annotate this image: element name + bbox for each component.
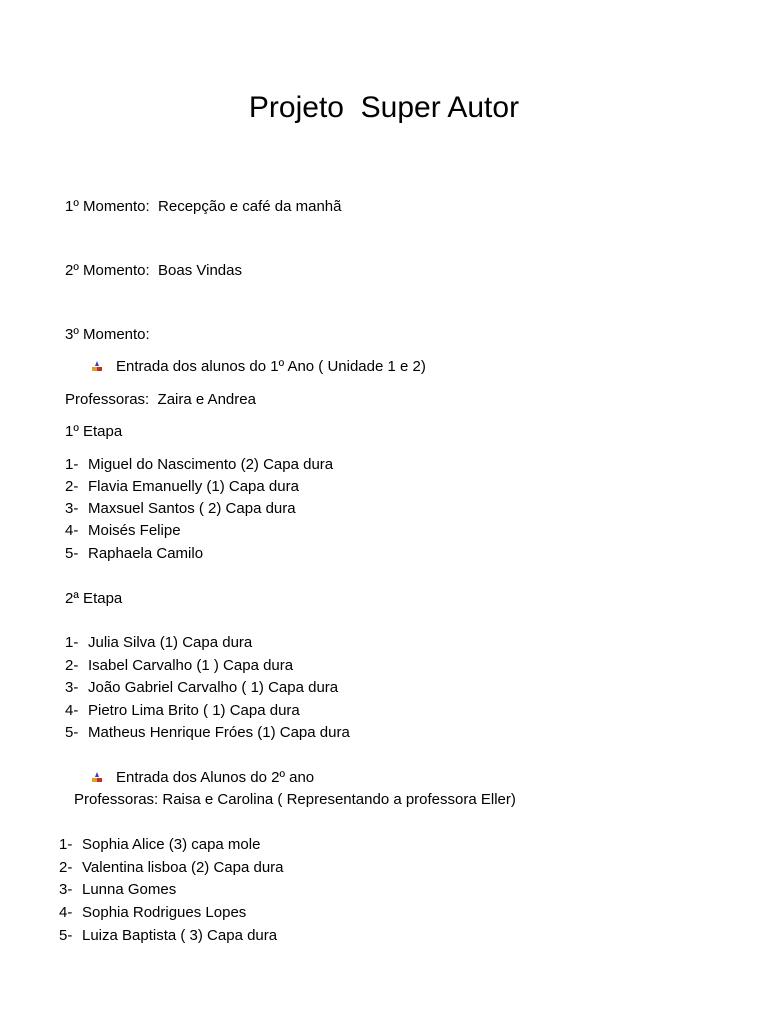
moment-3: 3º Momento:: [65, 326, 150, 343]
list-item: 1- Julia Silva (1) Capa dura: [65, 634, 253, 651]
bullet-arrow-icon: [91, 361, 103, 373]
list-item: 3- Lunna Gomes: [59, 881, 177, 898]
list-item: 2- Flavia Emanuelly (1) Capa dura: [65, 478, 299, 495]
list-item: 4- Moisés Felipe: [65, 522, 181, 539]
list-item: 1- Sophia Alice (3) capa mole: [59, 836, 261, 853]
moment-1: 1º Momento: Recepção e café da manhã: [65, 198, 342, 215]
list-item: 5- Matheus Henrique Fróes (1) Capa dura: [65, 724, 350, 741]
group2-teachers: Professoras: Raisa e Carolina ( Representando a professora Eller): [74, 791, 516, 808]
list-item: 3- João Gabriel Carvalho ( 1) Capa dura: [65, 679, 339, 696]
list-item: 2- Isabel Carvalho (1 ) Capa dura: [65, 657, 294, 674]
moment-2: 2º Momento: Boas Vindas: [65, 262, 242, 279]
group1-bullet: Entrada dos alunos do 1º Ano ( Unidade 1 e 2): [116, 358, 426, 375]
etapa1-label: 1º Etapa: [65, 423, 123, 440]
list-item: 4- Pietro Lima Brito ( 1) Capa dura: [65, 702, 300, 719]
list-item: 4- Sophia Rodrigues Lopes: [59, 904, 247, 921]
list-item: 2- Valentina lisboa (2) Capa dura: [59, 859, 284, 876]
bullet-arrow-icon: [91, 772, 103, 784]
etapa2-label: 2ª Etapa: [65, 590, 123, 607]
group2-bullet: Entrada dos Alunos do 2º ano: [116, 769, 315, 786]
list-item: 5- Raphaela Camilo: [65, 545, 204, 562]
list-item: 1- Miguel do Nascimento (2) Capa dura: [65, 456, 334, 473]
list-item: 3- Maxsuel Santos ( 2) Capa dura: [65, 500, 296, 517]
group1-teachers: Professoras: Zaira e Andrea: [65, 391, 256, 408]
list-item: 5- Luiza Baptista ( 3) Capa dura: [59, 927, 278, 944]
page-title: Projeto Super Autor: [248, 91, 520, 124]
